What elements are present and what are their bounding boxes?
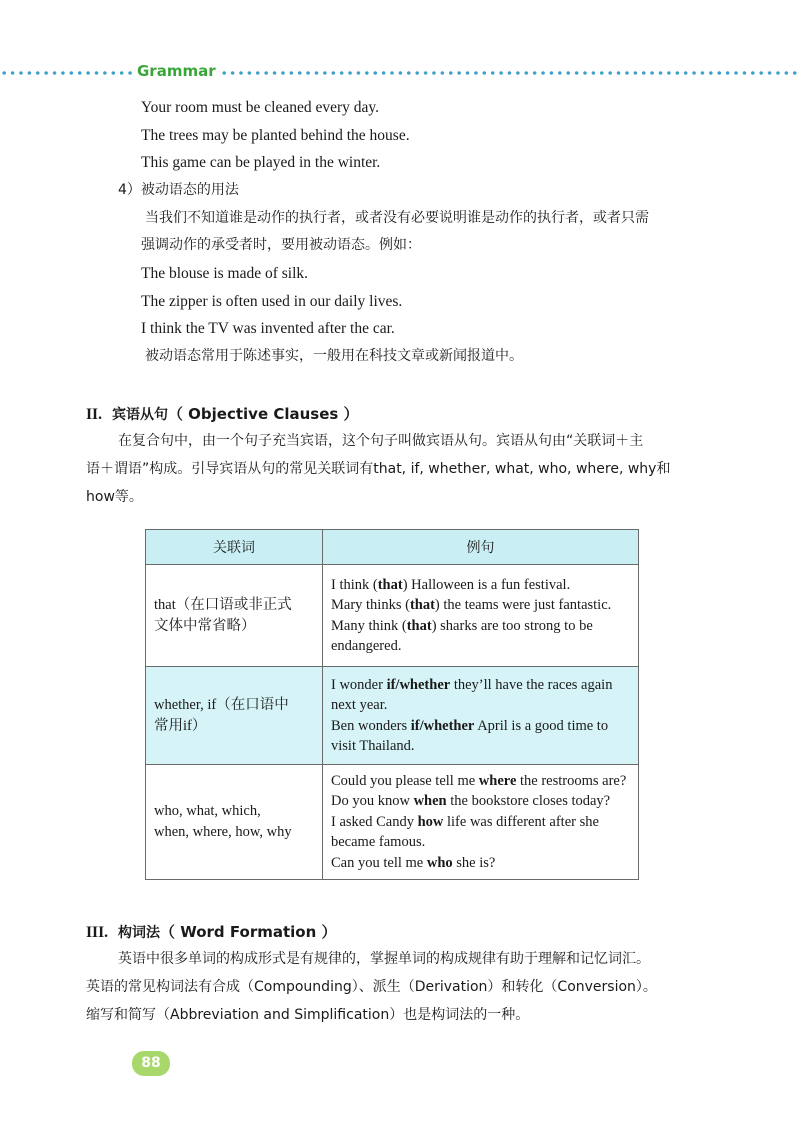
example-text: Could you please tell me [331, 772, 479, 789]
example-sentence: This game can be played in the winter. [141, 154, 381, 171]
page-number: 88 [132, 1051, 170, 1076]
conjunction-keyword: if/whether [386, 676, 451, 693]
example-text: ) sharks are too strong to be [431, 617, 593, 634]
example-line [331, 636, 630, 657]
dotted-rule-left [0, 71, 134, 75]
example-line [331, 575, 630, 596]
conjunction-label: 常用if） [154, 717, 207, 734]
example-text: endangered. [331, 638, 402, 654]
example-text: I wonder [331, 676, 387, 693]
table-header-cell: 关联词 [146, 530, 323, 565]
example-line [331, 791, 630, 812]
section-title-en: （ Objective Clauses ） [167, 405, 359, 423]
example-cell [323, 765, 639, 880]
conjunction-table [145, 529, 639, 880]
section-number: II. [86, 406, 102, 423]
example-sentence: The trees may be planted behind the house. [141, 127, 410, 144]
conjunction-keyword: where [478, 772, 517, 789]
subsection-title: 4）被动语态的用法 [118, 182, 239, 198]
example-line [331, 716, 630, 737]
conjunction-label: who, what, which, [154, 803, 261, 819]
conjunction-label: when, where, how, why [154, 824, 292, 840]
table-header-cell: 例句 [323, 530, 639, 565]
example-line [331, 832, 630, 853]
example-line [331, 616, 630, 637]
section-title-cn: 构词法 [117, 925, 160, 941]
table-row [146, 667, 639, 765]
example-text: Do you know [331, 793, 414, 810]
conjunction-keyword: who [426, 854, 453, 871]
example-line [331, 853, 630, 874]
conjunction-keyword: that [406, 617, 432, 634]
example-text: she is? [452, 854, 496, 871]
section-number: III. [86, 924, 108, 941]
example-text: I asked Candy [331, 813, 418, 830]
example-text: Ben wonders [331, 717, 411, 734]
example-line [331, 595, 630, 616]
paragraph-line: 缩写和简写（Abbreviation and Simplification）也是构词法的一种。 [86, 1007, 530, 1023]
conjunction-label: 文体中常省略） [154, 617, 256, 634]
example-text: became famous. [331, 834, 426, 851]
example-text: ) Halloween is a fun festival. [402, 576, 571, 593]
example-cell [323, 667, 639, 765]
section-heading [86, 921, 337, 942]
section-heading [86, 403, 359, 424]
paragraph-line: 语＋谓语”构成。引导宾语从句的常见关联词有that, if, whether, what, who, where, why和 [86, 461, 671, 477]
conjunction-keyword: how [417, 813, 444, 830]
conjunction-keyword: when [413, 793, 447, 810]
example-text: next year. [331, 697, 388, 713]
example-sentence: The zipper is often used in our daily lives. [141, 293, 403, 310]
example-line [331, 675, 630, 696]
paragraph-line: 当我们不知道谁是动作的执行者，或者没有必要说明谁是动作的执行者，或者只需 [145, 210, 649, 226]
example-text: ) the teams were just fantastic. [434, 597, 612, 613]
example-text: Mary thinks ( [331, 597, 410, 613]
conjunction-cell [146, 565, 323, 667]
example-text: the bookstore closes today? [446, 793, 611, 810]
example-text: life was different after she [443, 813, 599, 830]
paragraph-line: 英语中很多单词的构成形式是有规律的，掌握单词的构成规律有助于理解和记忆词汇。 [118, 951, 650, 967]
conjunction-cell [146, 765, 323, 880]
chapter-title: Grammar [137, 62, 216, 80]
table-row [146, 765, 639, 880]
conjunction-label: that（在口语或非正式 [154, 596, 292, 613]
example-sentence: Your room must be cleaned every day. [141, 99, 380, 116]
section-title-cn: 宾语从句 [111, 407, 168, 423]
example-cell [323, 565, 639, 667]
dotted-rule-right [220, 71, 800, 75]
section-title-en: （ Word Formation ） [159, 923, 337, 941]
example-sentence: The blouse is made of silk. [141, 265, 309, 282]
example-sentence: I think the TV was invented after the car. [141, 320, 395, 337]
table-row [146, 565, 639, 667]
conjunction-keyword: that [409, 597, 435, 613]
paragraph-line: 英语的常见构词法有合成（Compounding）、派生（Derivation）和转化（Conversion）。 [86, 979, 657, 995]
chapter-header [0, 62, 800, 84]
conjunction-keyword: that [377, 576, 403, 593]
example-text: they’ll have the races again [450, 676, 613, 693]
example-line [331, 736, 630, 757]
example-text: Can you tell me [331, 854, 427, 871]
example-text: I think ( [331, 576, 378, 593]
example-text: visit Thailand. [331, 738, 415, 754]
example-text: April is a good time to [474, 717, 609, 734]
conjunction-cell [146, 667, 323, 765]
example-line [331, 812, 630, 833]
paragraph-line: how等。 [86, 489, 143, 505]
paragraph-line: 在复合句中，由一个句子充当宾语，这个句子叫做宾语从句。宾语从句由“关联词＋主 [118, 433, 644, 449]
example-text: Many think ( [331, 617, 407, 634]
example-line [331, 695, 630, 716]
conjunction-label: whether, if（在口语中 [154, 696, 289, 713]
paragraph-line: 被动语态常用于陈述事实，一般用在科技文章或新闻报道中。 [145, 348, 523, 364]
paragraph-line: 强调动作的承受者时，要用被动语态。例如： [141, 237, 421, 253]
conjunction-keyword: if/whether [410, 717, 475, 734]
example-line [331, 771, 630, 792]
example-text: the restrooms are? [516, 772, 627, 789]
